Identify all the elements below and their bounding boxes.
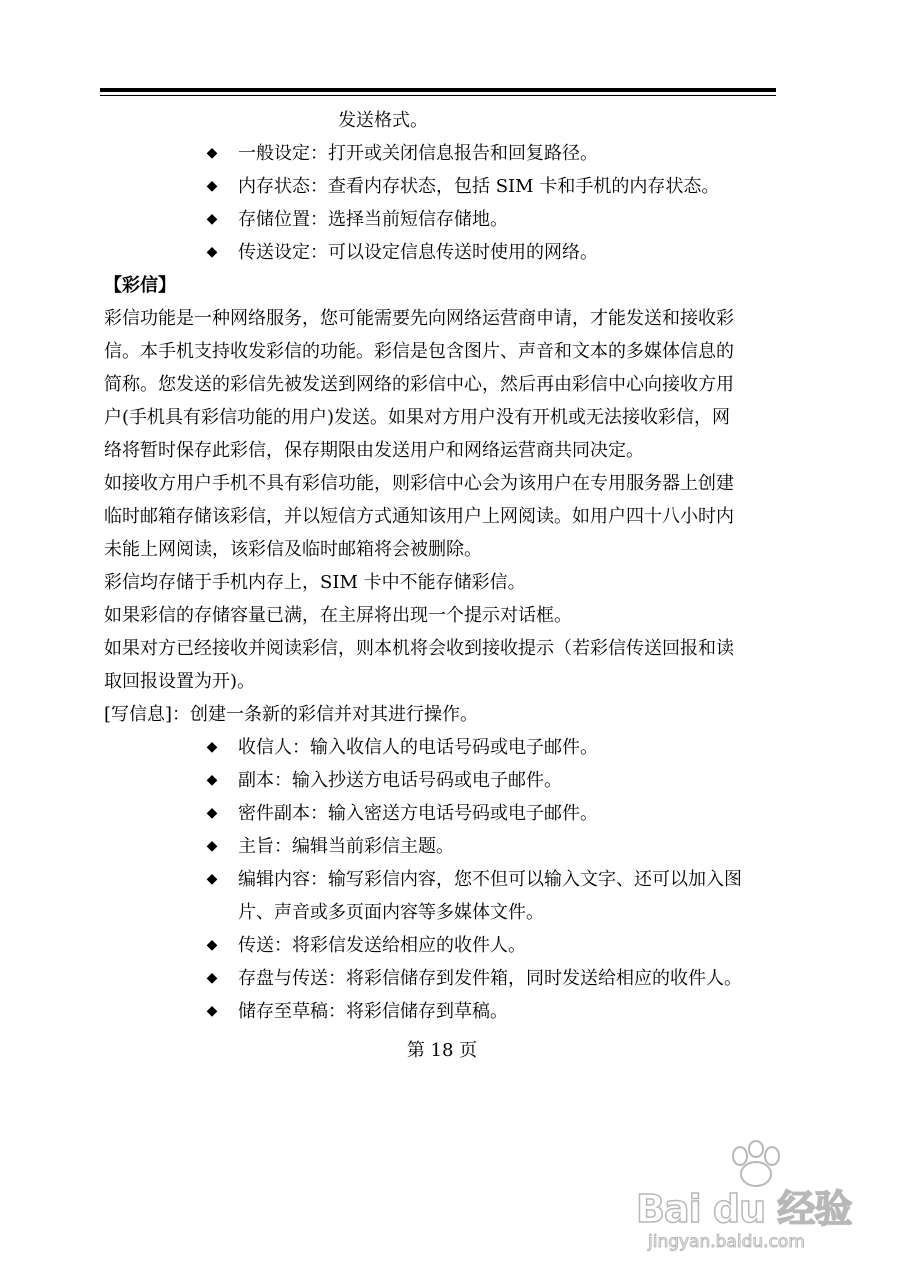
watermark-brand: Bai du 经验: [636, 1187, 852, 1231]
bullet-text: 储存至草稿：将彩信储存到草稿。: [238, 1001, 508, 1022]
mms-intro-line: 彩信功能是一种网络服务，您可能需要先向网络运营商申请，才能发送和接收彩: [104, 308, 734, 329]
mms-intro-line: 简称。您发送的彩信先被发送到网络的彩信中心，然后再由彩信中心向接收方用: [104, 374, 734, 395]
receipt-line: 如果对方已经接收并阅读彩信，则本机将会收到接收提示（若彩信传送回报和读: [104, 638, 734, 659]
page-content: [104, 104, 780, 1067]
diamond-bullet-icon: ◆: [206, 970, 218, 986]
mms-notice-line: 未能上网阅读，该彩信及临时邮箱将会被删除。: [104, 539, 482, 560]
page-number: 第 18 页: [406, 1040, 478, 1061]
continuation-text: 发送格式。: [338, 110, 428, 131]
bullet-text: 副本：输入抄送方电话号码或电子邮件。: [238, 770, 562, 791]
diamond-bullet-icon: ◆: [206, 838, 218, 854]
bullet-item: [104, 203, 780, 236]
diamond-bullet-icon: ◆: [206, 871, 218, 887]
write-message-line: [写信息]：创建一条新的彩信并对其进行操作。: [104, 704, 479, 725]
bullet-item: [104, 764, 780, 797]
header-rule-thick: [100, 88, 776, 92]
diamond-bullet-icon: ◆: [206, 739, 218, 755]
bullet-item: [104, 830, 780, 863]
bullet-item: [104, 137, 780, 170]
bullet-text: 编辑内容：输写彩信内容，您不但可以输入文字、还可以加入图: [238, 869, 742, 890]
mms-intro-line: 信。本手机支持收发彩信的功能。彩信是包含图片、声音和文本的多媒体信息的: [104, 341, 734, 362]
diamond-bullet-icon: ◆: [206, 178, 218, 194]
bullet-item: [104, 170, 780, 203]
bullet-text: 收信人：输入收信人的电话号码或电子邮件。: [238, 737, 598, 758]
receipt-line: 取回报设置为开)。: [104, 671, 256, 692]
bullet-item: [104, 929, 780, 962]
bullet-item: [104, 731, 780, 764]
bullet-text: 密件副本：输入密送方电话号码或电子邮件。: [238, 803, 598, 824]
diamond-bullet-icon: ◆: [206, 772, 218, 788]
bullet-item: [104, 236, 780, 269]
bullet-text: 片、声音或多页面内容等多媒体文件。: [238, 902, 544, 923]
bullet-text: 传送：将彩信发送给相应的收件人。: [238, 935, 526, 956]
bullet-text: 存储位置：选择当前短信存储地。: [238, 209, 508, 230]
bullet-item: [104, 863, 780, 896]
diamond-bullet-icon: ◆: [206, 211, 218, 227]
mms-heading: 【彩信】: [104, 275, 176, 296]
bullet-text: 内存状态：查看内存状态，包括 SIM 卡和手机的内存状态。: [238, 176, 720, 197]
bullet-text: 存盘与传送：将彩信储存到发件箱，同时发送给相应的收件人。: [238, 968, 742, 989]
bullet-item: [104, 962, 780, 995]
diamond-bullet-icon: ◆: [206, 145, 218, 161]
baidu-jingyan-watermark: [630, 1140, 870, 1260]
storage-line: 彩信均存储于手机内存上，SIM 卡中不能存储彩信。: [104, 572, 526, 593]
diamond-bullet-icon: ◆: [206, 805, 218, 821]
mms-intro-line: 户(手机具有彩信功能的用户)发送。如果对方用户没有开机或无法接收彩信，网: [104, 407, 731, 428]
bullet-text: 主旨：编辑当前彩信主题。: [238, 836, 454, 857]
mms-intro-line: 络将暂时保存此彩信，保存期限由发送用户和网络运营商共同决定。: [104, 440, 644, 461]
bullet-item: [104, 797, 780, 830]
bullet-item: [104, 995, 780, 1028]
header-rule-thin: [100, 95, 776, 96]
bullet-continuation: [104, 896, 780, 929]
mms-notice-line: 临时邮箱存储该彩信，并以短信方式通知该用户上网阅读。如用户四十八小时内: [104, 506, 734, 527]
capacity-line: 如果彩信的存储容量已满，在主屏将出现一个提示对话框。: [104, 605, 572, 626]
mms-notice-line: 如接收方用户手机不具有彩信功能，则彩信中心会为该用户在专用服务器上创建: [104, 473, 734, 494]
diamond-bullet-icon: ◆: [206, 937, 218, 953]
watermark-url: jingyan.baidu.com: [648, 1232, 805, 1252]
bullet-text: 一般设定：打开或关闭信息报告和回复路径。: [238, 143, 598, 164]
diamond-bullet-icon: ◆: [206, 244, 218, 260]
bullet-text: 传送设定：可以设定信息传送时使用的网络。: [238, 242, 598, 263]
diamond-bullet-icon: ◆: [206, 1003, 218, 1019]
